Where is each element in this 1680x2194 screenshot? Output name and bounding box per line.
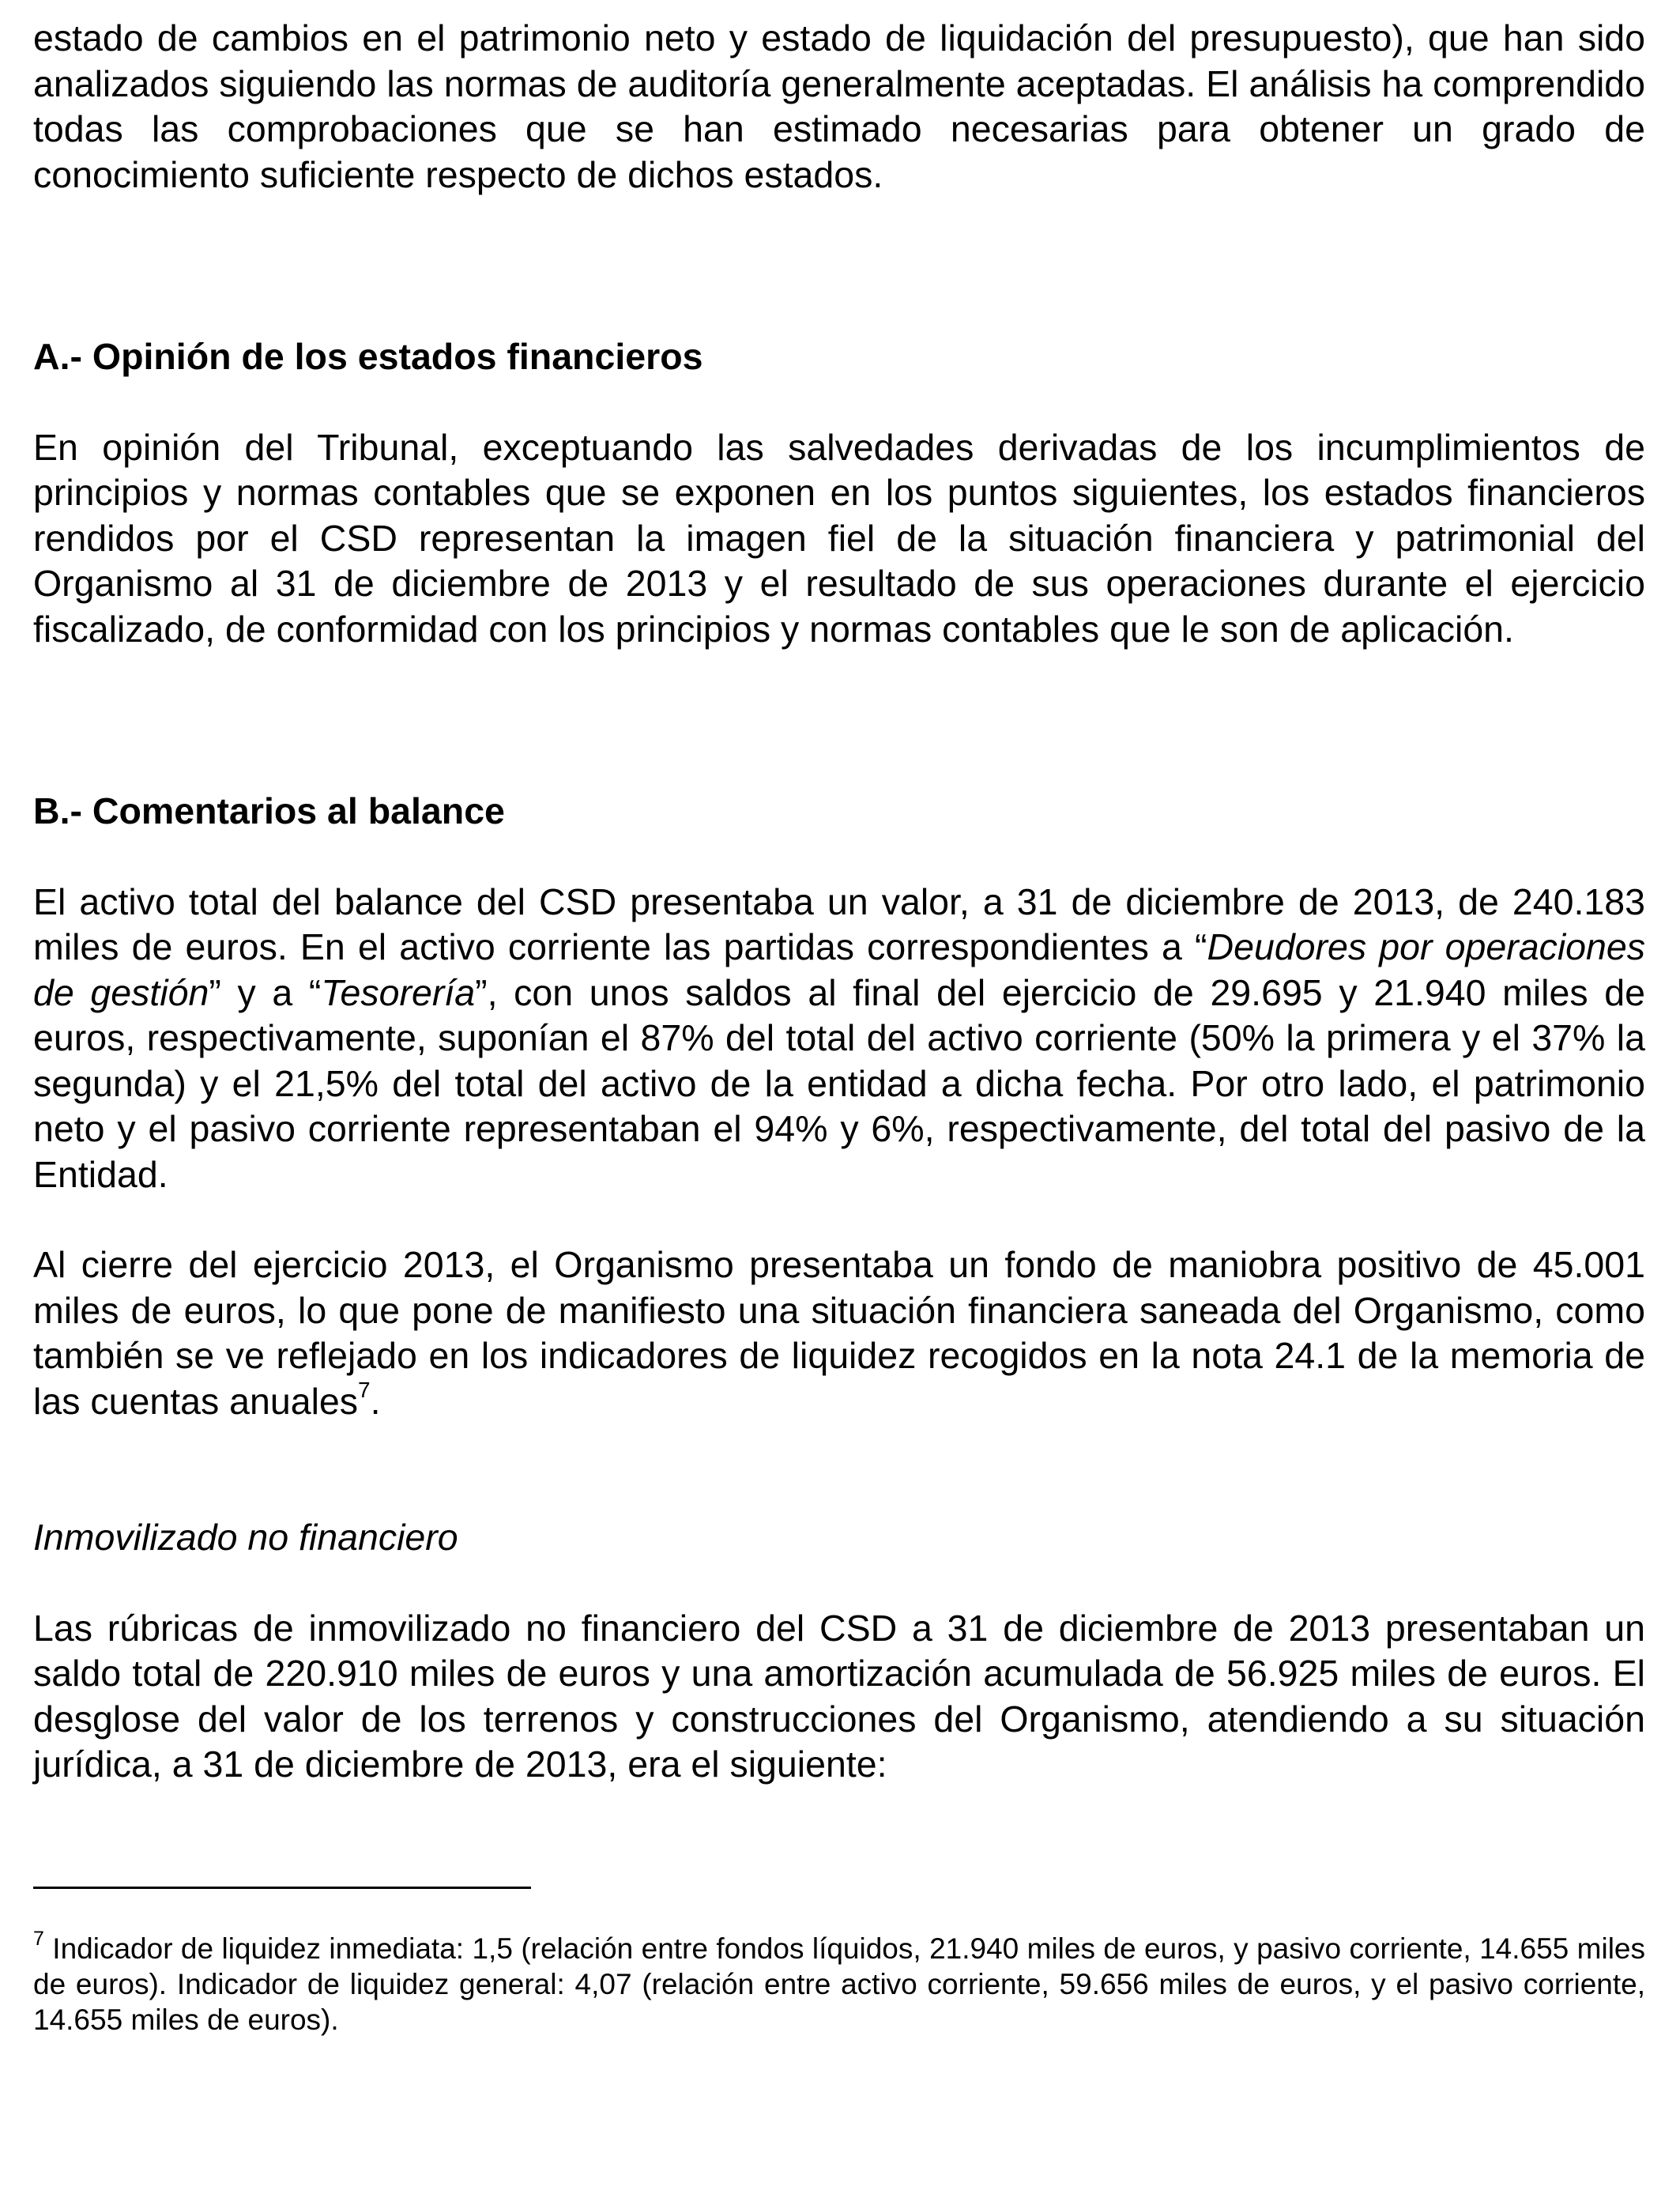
text-run: ”, con unos saldos al final del ejercicio de 29.695 y 21.940 miles de euros, respectivamente, suponían el 87% del total del activo corriente (50% la primera y el 37% la segunda) y el 21,5% del total del activo de la entidad a dicha fecha. Por otro lado, el patrimonio neto y el pasivo corriente representaban el 94% y 6%, respectivamente, del total del pasivo de la Entidad. — [33, 971, 1645, 1195]
spacer — [33, 1561, 1645, 1606]
spacer — [33, 835, 1645, 880]
section-a-heading: A.- Opinión de los estados financieros — [33, 336, 703, 377]
spacer — [33, 198, 1645, 334]
text-run: El activo total del balance del CSD presentaba un valor, a 31 de diciembre de 2013, de 240.183 miles de euros. En el activo corriente las partidas correspondientes a “ — [33, 880, 1645, 967]
section-b-heading: B.- Comentarios al balance — [33, 790, 505, 831]
inmovilizado-heading: Inmovilizado no financiero — [33, 1517, 458, 1558]
spacer — [33, 1197, 1645, 1242]
section-b-paragraph-2 — [33, 1242, 1645, 1424]
spacer — [33, 1424, 1645, 1515]
footnote-reference[interactable]: 7 — [358, 1378, 371, 1402]
text-run: Al cierre del ejercicio 2013, el Organismo presentaba un fondo de maniobra positivo de 45.001 miles de euros, lo que pone de manifiesto una situación financiera saneada del Organismo, como también se ve reflejado en los indicadores de liquidez recogidos en la nota 24.1 de la memoria de las cuentas anuales — [33, 1244, 1645, 1422]
document-page — [33, 16, 1645, 1788]
footnote-separator — [33, 1887, 531, 1889]
italic-term-deudores: Deudores por operaciones de gestión — [33, 926, 1645, 1013]
intro-paragraph: estado de cambios en el patrimonio neto y estado de liquidación del presupuesto), que han sido analizados siguiendo las normas de auditoría generalmente aceptadas. El análisis ha comprendido todas las comprobaciones que se han estimado necesarias para obtener un grado de conocimiento suficiente respecto de dichos estados. — [33, 17, 1645, 195]
section-b-paragraph-1 — [33, 880, 1645, 1198]
section-a-paragraph: En opinión del Tribunal, exceptuando las salvedades derivadas de los incumplimientos de principios y normas contables que se exponen en los puntos siguientes, los estados financieros rendidos por el CSD representan la imagen fiel de la situación financiera y patrimonial del Organismo al 31 de diciembre de 2013 y el resultado de sus operaciones durante el ejercicio fiscalizado, de conformidad con los principios y normas contables que le son de aplicación. — [33, 426, 1645, 650]
spacer — [33, 652, 1645, 789]
footnote-text: Indicador de liquidez inmediata: 1,5 (relación entre fondos líquidos, 21.940 miles de euros, y pasivo corriente, 14.655 miles de euros). Indicador de liquidez general: 4,07 (relación entre activo corriente, 59.656 miles de euros, y el pasivo corriente, 14.655 miles de euros). — [33, 1932, 1645, 2036]
text-run: ” y a “ — [209, 971, 322, 1013]
footnote-number: 7 — [33, 1927, 44, 1950]
italic-term-tesoreria: Tesorería — [321, 971, 476, 1013]
inmovilizado-paragraph: Las rúbricas de inmovilizado no financiero del CSD a 31 de diciembre de 2013 presentaban un saldo total de 220.910 miles de euros y una amortización acumulada de 56.925 miles de euros. El desglose del valor de los terrenos y construcciones del Organismo, atendiendo a su situación jurídica, a 31 de diciembre de 2013, era el siguiente: — [33, 1607, 1645, 1785]
text-run: . — [370, 1380, 381, 1422]
footnote — [33, 1927, 1645, 2038]
spacer — [33, 380, 1645, 425]
